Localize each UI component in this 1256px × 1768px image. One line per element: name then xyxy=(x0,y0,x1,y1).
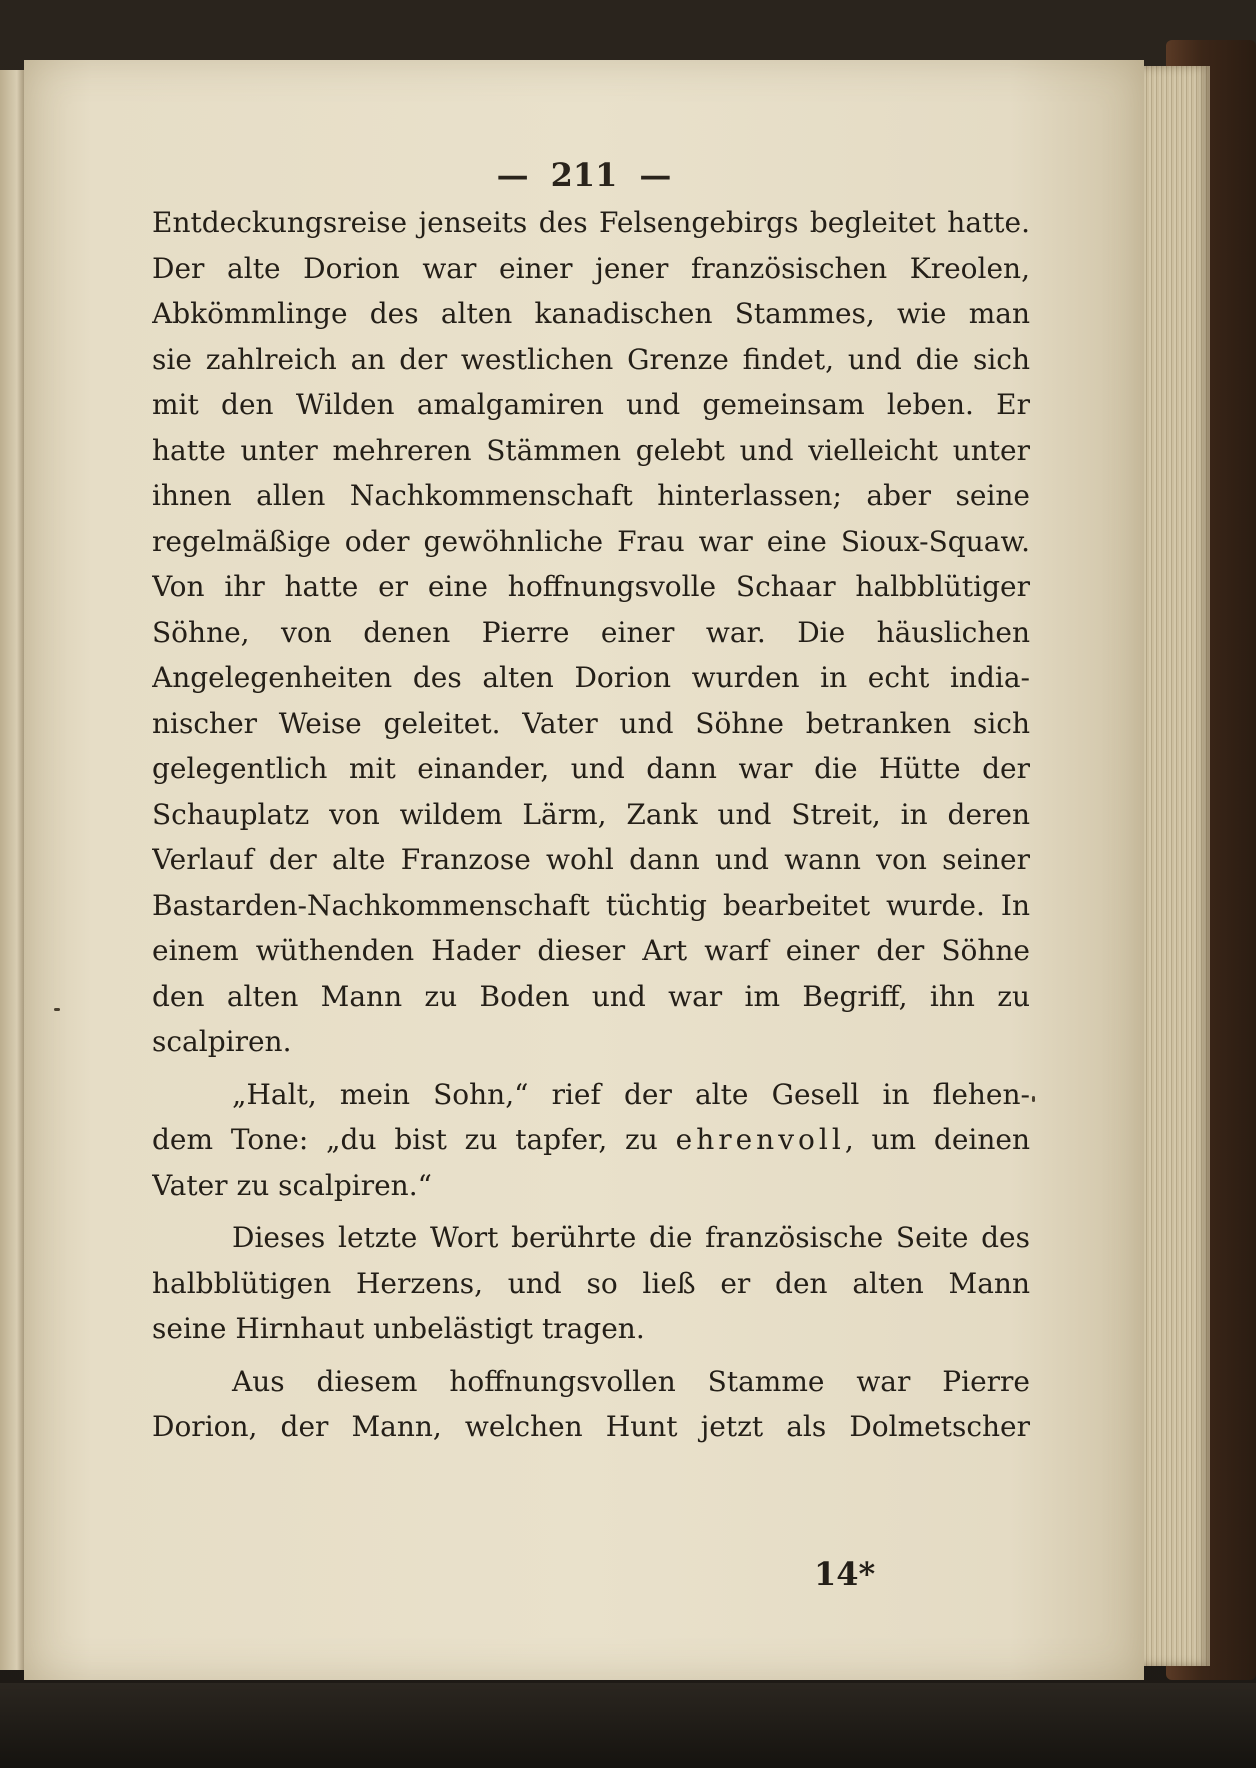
text-line: Bastarden-Nachkommenschaft tüchtig bearbeitet wurde. In xyxy=(152,888,1030,922)
quote-line: Vater zu scalpiren.“ xyxy=(152,1168,432,1202)
ink-speck xyxy=(54,1008,60,1011)
page-header xyxy=(24,156,1144,194)
quote-text: dem Tone: „du bist zu tapfer, zu xyxy=(152,1123,676,1156)
text-line: Angelegenheiten des alten Dorion wurden in echt india- xyxy=(152,661,1030,694)
text-line: Söhne, von denen Pierre einer war. Die häuslichen xyxy=(152,615,1030,649)
text-line: den alten Mann zu Boden und war im Begriff, ihn zu xyxy=(152,979,1030,1013)
text-line: Aus diesem hoffnungsvollen Stamme war Pierre xyxy=(232,1364,1030,1398)
text-line: Dorion, der Mann, welchen Hunt jetzt als Dolmetscher xyxy=(152,1410,1030,1443)
book-page xyxy=(24,60,1144,1680)
text-line: ihnen allen Nachkommenschaft hinterlassen; aber seine xyxy=(152,479,1030,512)
quote-line xyxy=(152,1117,1030,1163)
text-line: Der alte Dorion war einer jener französischen Kreolen, xyxy=(152,251,1030,285)
header-dash-right: — xyxy=(639,156,672,194)
text-line: hatte unter mehreren Stämmen gelebt und vielleicht unter xyxy=(152,433,1030,467)
text-line: seine Hirnhaut unbelästigt tragen. xyxy=(152,1312,645,1345)
spaced-emphasis: ehrenvoll xyxy=(675,1123,845,1156)
previous-page-edge xyxy=(0,70,24,1670)
text-line: Abkömmlinge des alten kanadischen Stammes, wie man xyxy=(152,297,1030,330)
text-line: regelmäßige oder gewöhnliche Frau war eine Sioux-Squaw. xyxy=(152,524,1030,558)
text-line: Dieses letzte Wort berührte die französische Seite des xyxy=(232,1221,1030,1254)
quote-line: „Halt, mein Sohn,“ rief der alte Gesell in flehen- xyxy=(232,1077,1030,1111)
text-line: nischer Weise geleitet. Vater und Söhne betranken sich xyxy=(152,706,1030,740)
text-line: einem wüthenden Hader dieser Art warf einer der Söhne xyxy=(152,934,1030,967)
text-line: Schauplatz von wildem Lärm, Zank und Streit, in deren xyxy=(152,797,1030,831)
page-number: 211 xyxy=(550,156,618,194)
text-line: Verlauf der alte Franzose wohl dann und wann von seiner xyxy=(152,843,1030,876)
text-line: gelegentlich mit einander, und dann war die Hütte der xyxy=(152,752,1030,785)
page-stack-edges xyxy=(1144,66,1210,1666)
ink-speck xyxy=(1032,1096,1035,1102)
text-line: Entdeckungsreise jenseits des Felsengebirgs begleitet hatte. xyxy=(152,206,1030,239)
quote-text: , um deinen xyxy=(844,1123,1030,1156)
cover-bottom xyxy=(0,1683,1256,1768)
text-line: mit den Wilden amalgamiren und gemeinsam leben. Er xyxy=(152,388,1030,421)
text-line: scalpiren. xyxy=(152,1025,292,1058)
body-text xyxy=(152,200,1030,1450)
header-dash-left: — xyxy=(496,156,529,194)
text-line: Von ihr hatte er eine hoffnungsvolle Schaar halbblütiger xyxy=(152,570,1030,603)
text-line: sie zahlreich an der westlichen Grenze findet, und die sich xyxy=(152,342,1030,376)
text-line: halbblütigen Herzens, und so ließ er den alten Mann xyxy=(152,1266,1030,1300)
signature-mark: 14* xyxy=(814,1555,876,1593)
